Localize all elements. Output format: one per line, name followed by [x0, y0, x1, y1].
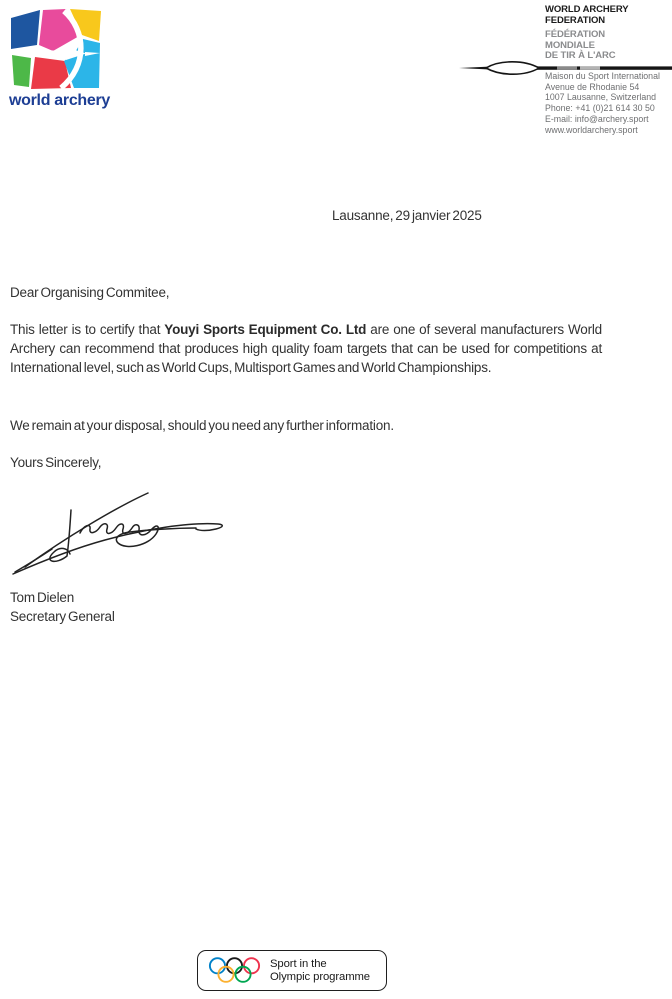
- olympic-label-line: Sport in the: [270, 957, 327, 970]
- world-archery-wordmark: world archery: [9, 92, 111, 109]
- org-address: [545, 71, 660, 135]
- disposal-paragraph: We remain at your disposal, should you need any further information.: [10, 418, 394, 433]
- paragraph-text: are one of several manufacturers World Archery can recommend that produces high quality foam targets that can be used for competitions at International level, such as World Cups, Multisport Games and World Championships.: [10, 322, 602, 375]
- signer-title: Secretary General: [10, 609, 115, 624]
- org-name-line: FÉDÉRATION: [545, 29, 606, 40]
- salutation: Dear Organising Commitee,: [10, 285, 170, 300]
- signature-icon: [10, 486, 230, 581]
- org-name-line: MONDIALE: [545, 39, 595, 51]
- closing-line: Yours Sincerely,: [10, 455, 102, 470]
- dateline: Lausanne, 29 janvier 2025: [332, 208, 482, 223]
- signature-block: [10, 588, 115, 626]
- org-name-english: [545, 5, 629, 27]
- olympic-label-line: Olympic programme: [270, 970, 370, 983]
- world-archery-logo-icon: [10, 8, 102, 91]
- olympic-programme-badge: [197, 950, 387, 991]
- org-name-line: WORLD ARCHERY: [545, 4, 629, 15]
- olympic-rings-icon: [208, 956, 261, 985]
- address-line: 1007 Lausanne, Switzerland: [545, 92, 657, 103]
- org-name-line: FEDERATION: [545, 14, 606, 26]
- olympic-programme-label: [270, 958, 370, 984]
- address-line-email: E-mail: info@archery.sport: [545, 113, 649, 124]
- address-line: Avenue de Rhodanie 54: [545, 81, 640, 92]
- certification-paragraph: [10, 320, 602, 377]
- address-line: Maison du Sport International: [545, 71, 660, 81]
- signer-name: Tom Dielen: [10, 590, 75, 605]
- paragraph-text: This letter is to certify that: [10, 322, 165, 337]
- address-line-website: www.worldarchery.sport: [545, 124, 638, 135]
- company-name: Youyi Sports Equipment Co. Ltd: [164, 322, 367, 337]
- address-line-phone: Phone: +41 (0)21 614 30 50: [545, 103, 655, 114]
- org-name-line: DE TIR À L'ARC: [545, 50, 616, 61]
